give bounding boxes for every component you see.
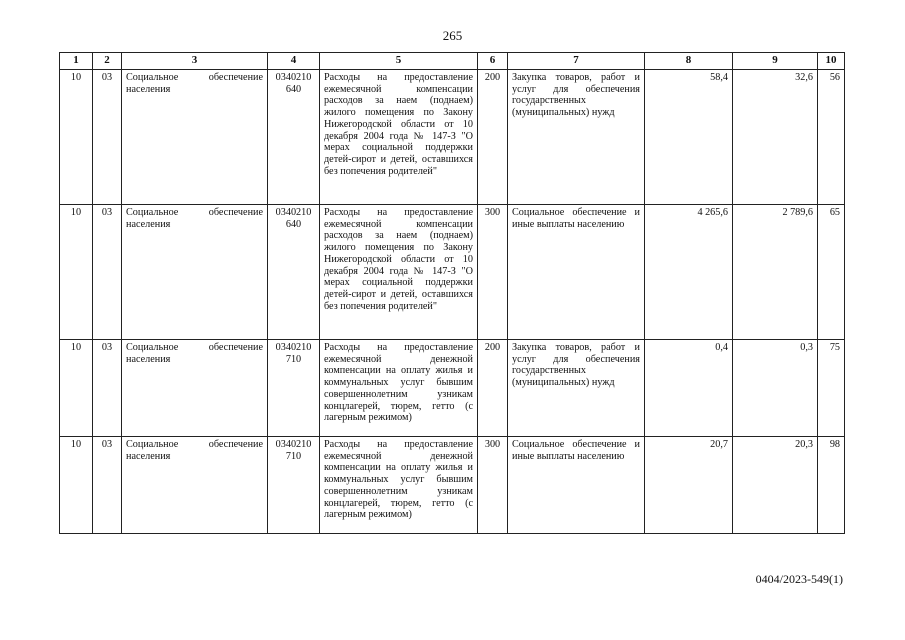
- subsection-code: 03: [93, 205, 122, 340]
- header-cell: 5: [320, 53, 478, 70]
- expense-description: Расходы на предоставление ежемесячной денежной компенсации на оплату жилья и коммунальных услуг бывшим совершеннолетним узникам концлагерей, тюрем, гетто (с лагерным режимом): [320, 437, 478, 534]
- expense-type-code: 300: [478, 205, 508, 340]
- expense-description: Расходы на предоставление ежемесячной денежной компенсации на оплату жилья и коммунальных услуг бывшим совершеннолетним узникам концлагерей, тюрем, гетто (с лагерным режимом): [320, 340, 478, 437]
- target-article-code: 0340210 640: [268, 205, 320, 340]
- expense-type-name: Закупка товаров, работ и услуг для обеспечения государственных (муниципальных) нужд: [508, 70, 645, 205]
- expense-description: Расходы на предоставление ежемесячной компенсации расходов за наем (поднаем) жилого помещения по Закону Нижегородской области от 10 декабря 2004 года № 147-З "О мерах социальной поддержки детей-сирот и детей, оставшихся без попечения родителей": [320, 70, 478, 205]
- target-article-code: 0340210 710: [268, 340, 320, 437]
- section-code: 10: [60, 437, 93, 534]
- budget-table: [59, 52, 845, 534]
- header-cell: 8: [645, 53, 733, 70]
- percent-col10: 56: [818, 70, 845, 205]
- table-row: [60, 70, 845, 205]
- expense-type-code: 300: [478, 437, 508, 534]
- header-cell: 3: [122, 53, 268, 70]
- expense-type-name: Социальное обеспечение и иные выплаты населению: [508, 205, 645, 340]
- section-name: Социальное обеспечение населения: [122, 205, 268, 340]
- target-article-code: 0340210 640: [268, 70, 320, 205]
- expense-type-code: 200: [478, 70, 508, 205]
- page-number: 265: [442, 28, 463, 43]
- percent-col10: 65: [818, 205, 845, 340]
- header-cell: 6: [478, 53, 508, 70]
- expense-type-name: Социальное обеспечение и иные выплаты населению: [508, 437, 645, 534]
- subsection-code: 03: [93, 70, 122, 205]
- header-cell: 4: [268, 53, 320, 70]
- amount-col9: 0,3: [733, 340, 818, 437]
- expense-type-name: Закупка товаров, работ и услуг для обеспечения государственных (муниципальных) нужд: [508, 340, 645, 437]
- amount-col8: 20,7: [645, 437, 733, 534]
- amount-col8: 4 265,6: [645, 205, 733, 340]
- subsection-code: 03: [93, 437, 122, 534]
- expense-type-code: 200: [478, 340, 508, 437]
- header-cell: 7: [508, 53, 645, 70]
- table-row: [60, 437, 845, 534]
- header-cell: 2: [93, 53, 122, 70]
- section-name: Социальное обеспечение населения: [122, 340, 268, 437]
- amount-col8: 58,4: [645, 70, 733, 205]
- section-name: Социальное обеспечение населения: [122, 70, 268, 205]
- amount-col9: 32,6: [733, 70, 818, 205]
- table-row: [60, 205, 845, 340]
- percent-col10: 75: [818, 340, 845, 437]
- expense-description: Расходы на предоставление ежемесячной компенсации расходов за наем (поднаем) жилого помещения по Закону Нижегородской области от 10 декабря 2004 года № 147-З "О мерах социальной поддержки детей-сирот и детей, оставшихся без попечения родителей": [320, 205, 478, 340]
- table-row: [60, 340, 845, 437]
- section-code: 10: [60, 340, 93, 437]
- header-cell: 9: [733, 53, 818, 70]
- section-code: 10: [60, 70, 93, 205]
- header-row: [60, 53, 845, 70]
- header-cell: 10: [818, 53, 845, 70]
- header-cell: 1: [60, 53, 93, 70]
- subsection-code: 03: [93, 340, 122, 437]
- amount-col8: 0,4: [645, 340, 733, 437]
- amount-col9: 2 789,6: [733, 205, 818, 340]
- percent-col10: 98: [818, 437, 845, 534]
- target-article-code: 0340210 710: [268, 437, 320, 534]
- section-code: 10: [60, 205, 93, 340]
- amount-col9: 20,3: [733, 437, 818, 534]
- section-name: Социальное обеспечение населения: [122, 437, 268, 534]
- document-code: 0404/2023-549(1): [755, 572, 843, 586]
